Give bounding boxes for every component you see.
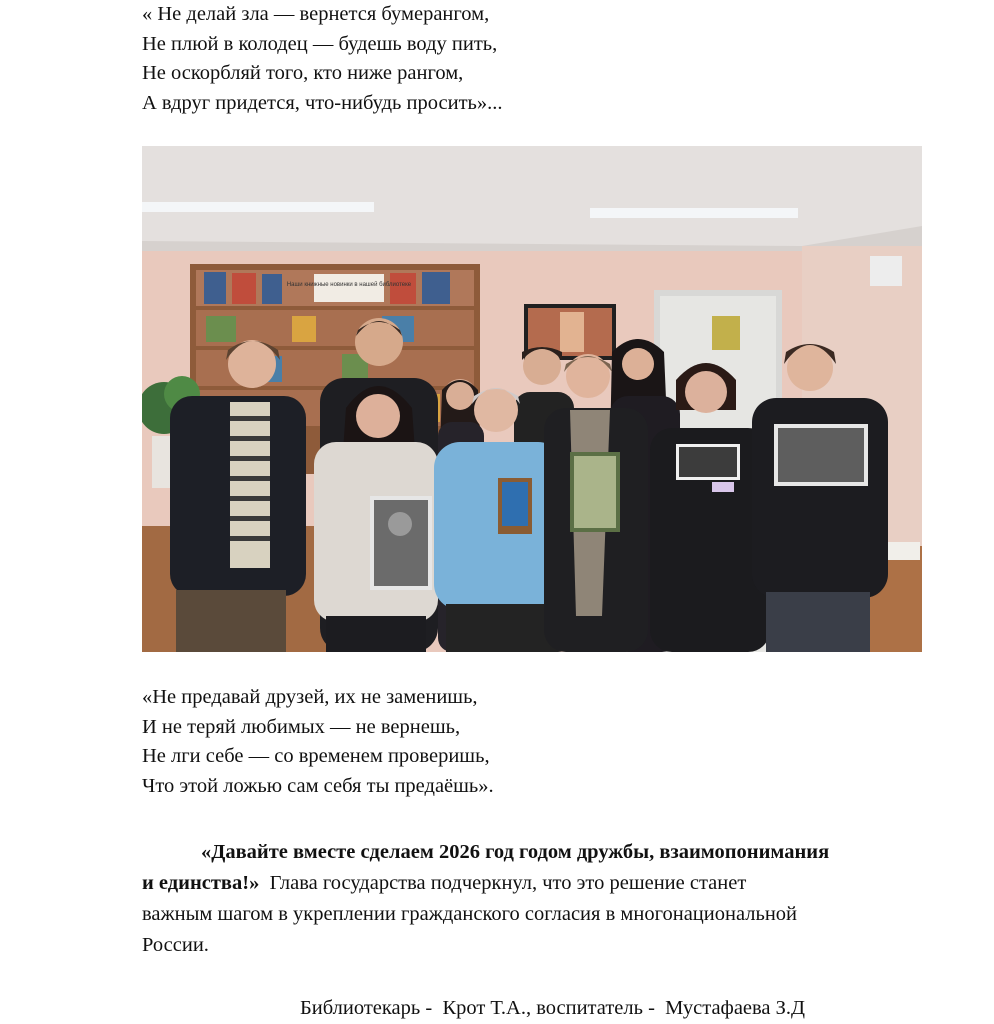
poem-line: Что этой ложью сам себя ты предаёшь». <box>142 774 494 797</box>
poem-line: Не плюй в колодец — будешь воду пить, <box>142 32 498 55</box>
group-photo-illustration <box>142 146 922 652</box>
poem-line: Не лги себе — со временем проверишь, <box>142 745 490 767</box>
closing-paragraph <box>142 837 932 961</box>
poem-line: « Не делай зла — вернется бумерангом, <box>142 3 490 25</box>
paragraph-line-4: России. <box>142 934 209 956</box>
paragraph-quote-line-2: и единства!» <box>142 872 260 894</box>
poem-bottom <box>142 683 494 801</box>
signature-line: Библиотекарь - Крот Т.А., воспитатель - Мустафаева З.Д <box>300 997 806 1019</box>
paragraph-text: Глава государства подчеркнул, что это решение станет <box>259 872 747 894</box>
poem-top <box>142 0 503 118</box>
poem-line: И не теряй любимых — не вернешь, <box>142 715 461 738</box>
paragraph-line-2 <box>142 868 932 899</box>
poem-line: А вдруг придется, что-нибудь просить»... <box>142 91 503 114</box>
paragraph-line-3: важным шагом в укреплении гражданского согласия в многонациональной <box>142 903 798 925</box>
shelf-sign-text: Наши книжные новинки в нашей библиотеке <box>286 282 412 288</box>
group-photo <box>142 146 922 652</box>
poem-line: Не оскорбляй того, кто ниже рангом, <box>142 62 464 84</box>
poem-line: «Не предавай друзей, их не заменишь, <box>142 686 478 708</box>
paragraph-quote-line-1: «Давайте вместе сделаем 2026 год годом дружбы, взаимопонимания <box>201 841 830 863</box>
